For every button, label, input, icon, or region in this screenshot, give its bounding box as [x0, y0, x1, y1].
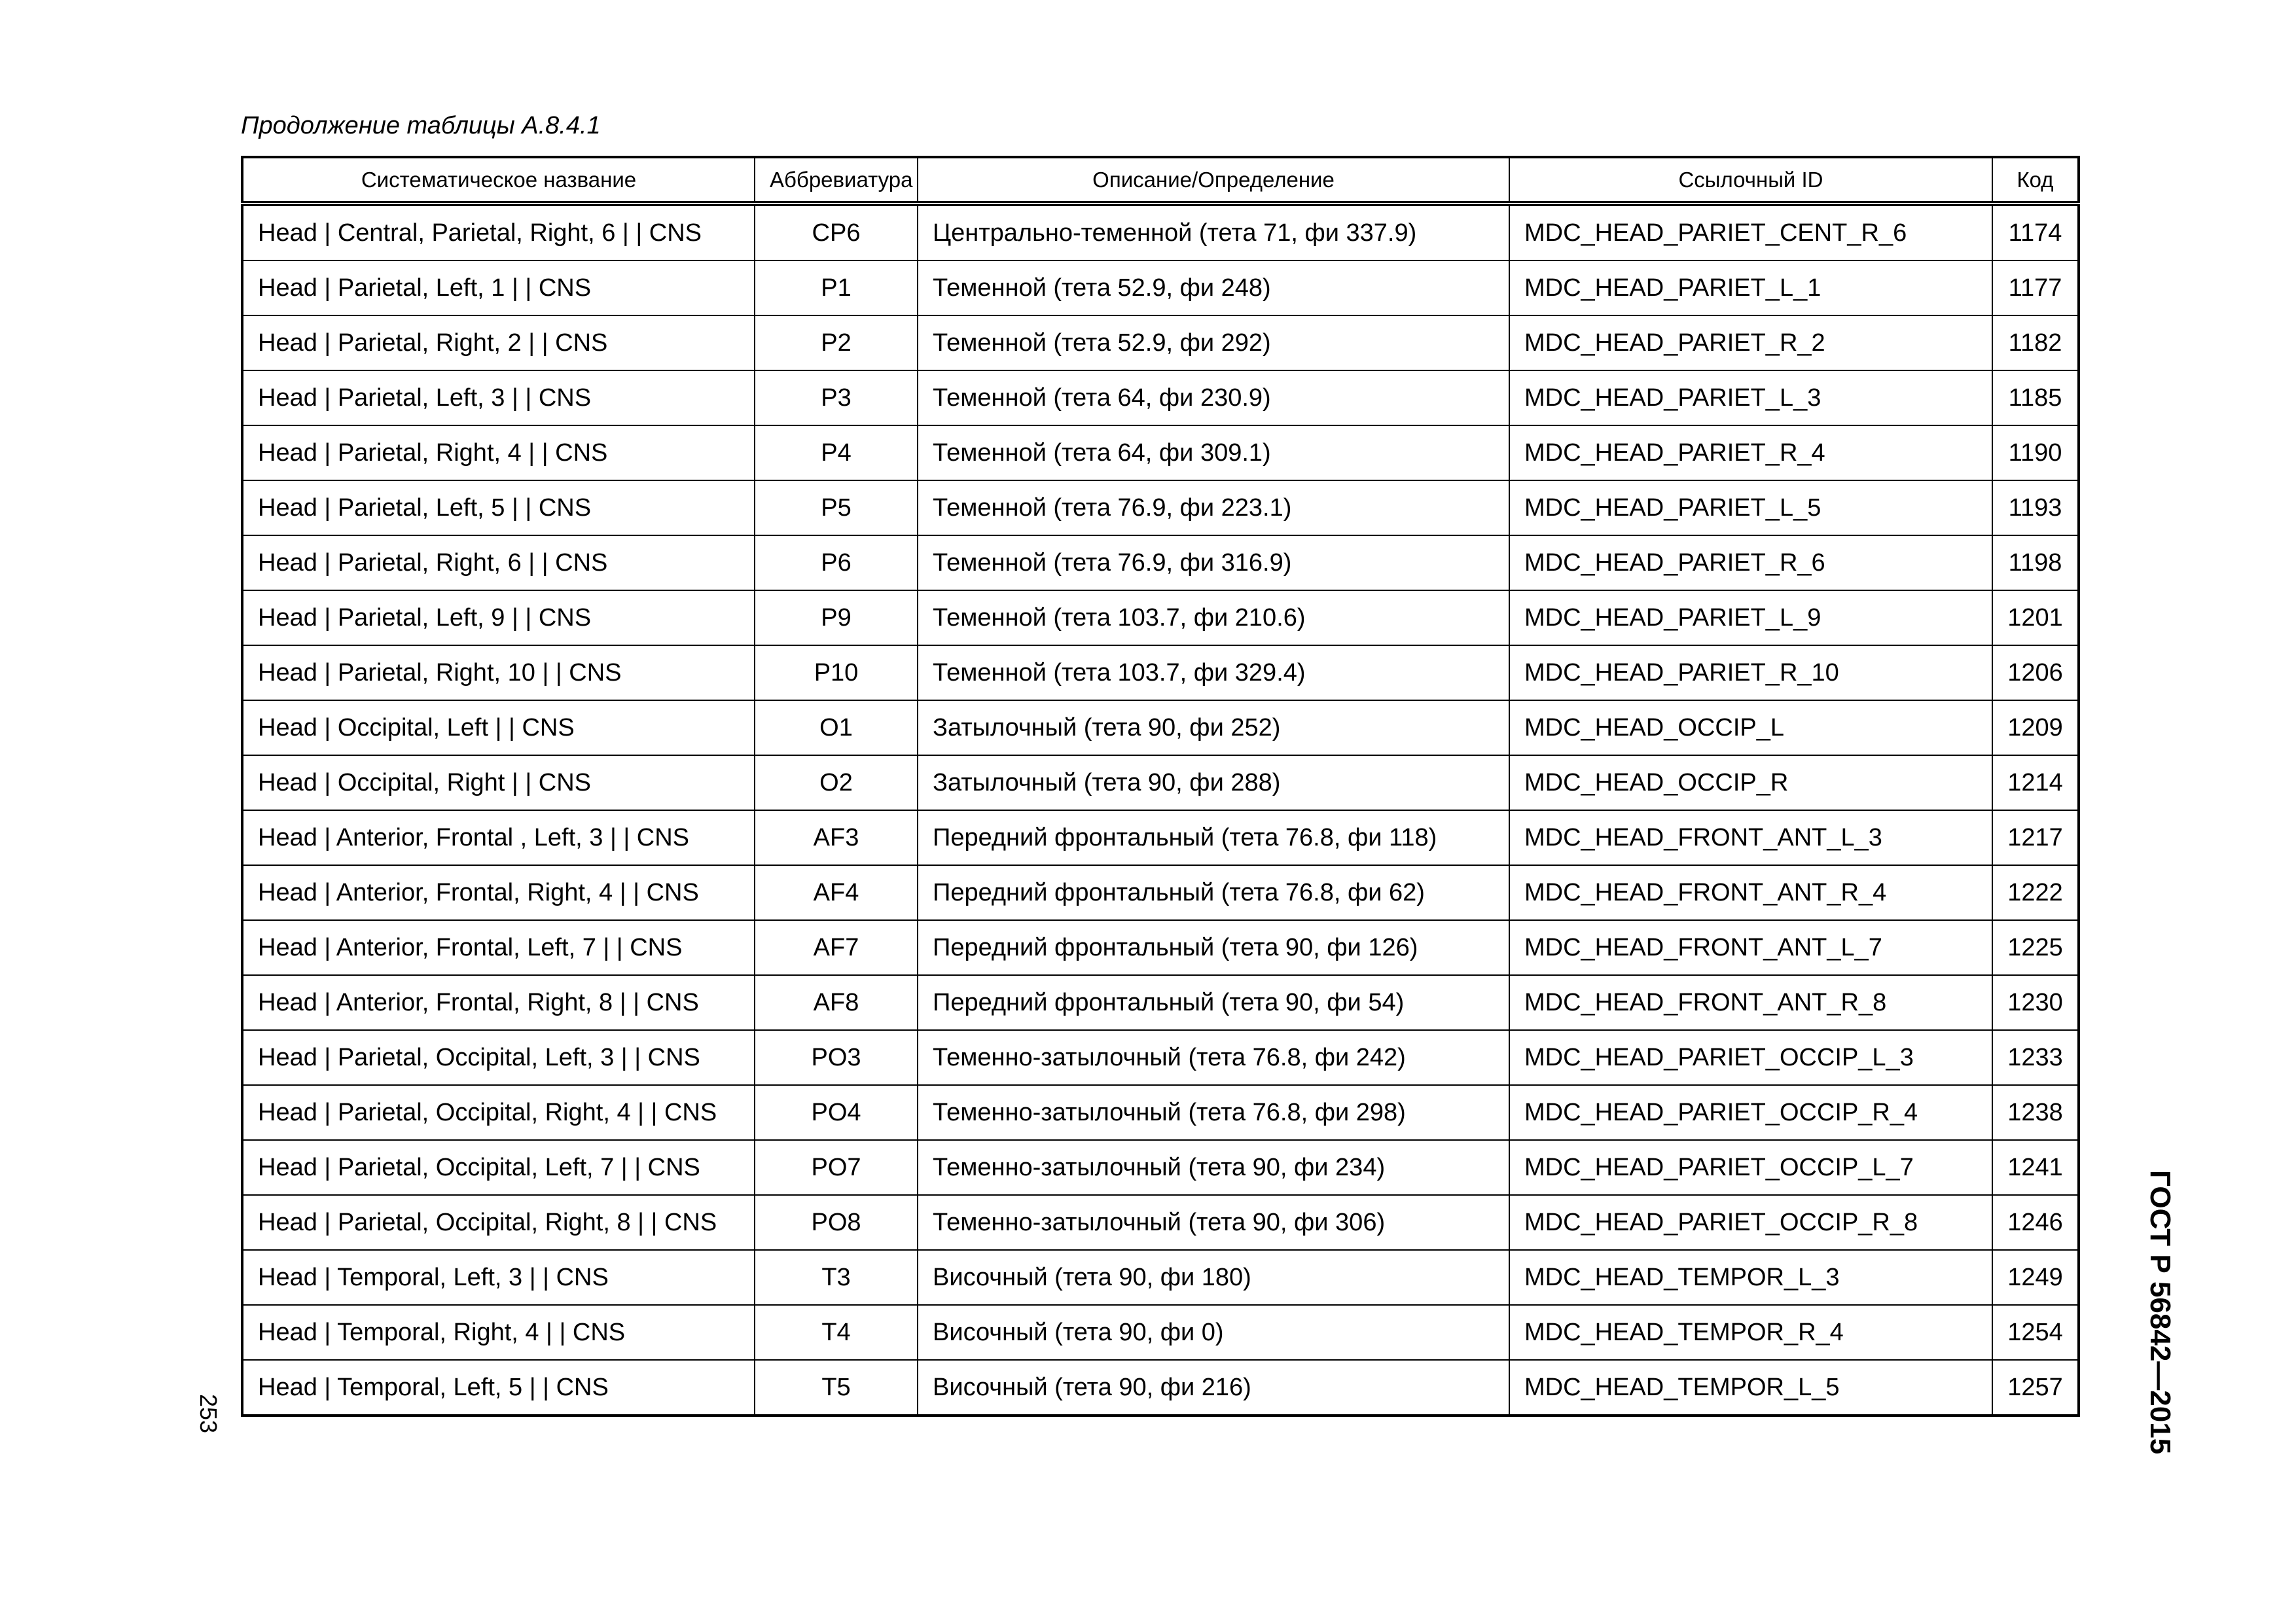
cell-code: 1249: [1992, 1250, 2079, 1305]
cell-code: 1233: [1992, 1030, 2079, 1085]
cell-code: 1254: [1992, 1305, 2079, 1360]
cell-description: Передний фронтальный (тета 76.8, фи 62): [918, 865, 1509, 920]
header-reference-id: Ссылочный ID: [1509, 157, 1992, 204]
page-number: 253: [195, 1394, 222, 1434]
cell-systematic-name: Head | Parietal, Right, 4 | | CNS: [242, 425, 755, 480]
cell-abbreviation: AF4: [755, 865, 918, 920]
table-header: [242, 157, 2079, 204]
cell-systematic-name: Head | Parietal, Right, 2 | | CNS: [242, 315, 755, 370]
table-row: [242, 1250, 2079, 1305]
table-row: [242, 590, 2079, 645]
header-abbreviation: Аббревиатура: [755, 157, 918, 204]
cell-code: 1222: [1992, 865, 2079, 920]
cell-code: 1225: [1992, 920, 2079, 975]
cell-description: Теменно-затылочный (тета 76.8, фи 242): [918, 1030, 1509, 1085]
cell-abbreviation: CP6: [755, 204, 918, 260]
cell-code: 1209: [1992, 700, 2079, 755]
cell-systematic-name: Head | Anterior, Frontal, Right, 8 | | CNS: [242, 975, 755, 1030]
cell-reference-id: MDC_HEAD_FRONT_ANT_L_7: [1509, 920, 1992, 975]
cell-description: Центрально-теменной (тета 71, фи 337.9): [918, 204, 1509, 260]
cell-abbreviation: P4: [755, 425, 918, 480]
cell-abbreviation: PO3: [755, 1030, 918, 1085]
cell-description: Височный (тета 90, фи 0): [918, 1305, 1509, 1360]
cell-systematic-name: Head | Parietal, Occipital, Left, 3 | | CNS: [242, 1030, 755, 1085]
table-row: [242, 315, 2079, 370]
table-row: [242, 755, 2079, 810]
cell-description: Теменной (тета 76.9, фи 316.9): [918, 535, 1509, 590]
cell-description: Теменной (тета 103.7, фи 329.4): [918, 645, 1509, 700]
cell-reference-id: MDC_HEAD_PARIET_OCCIP_L_7: [1509, 1140, 1992, 1195]
table-row: [242, 1305, 2079, 1360]
cell-reference-id: MDC_HEAD_FRONT_ANT_R_4: [1509, 865, 1992, 920]
cell-code: 1241: [1992, 1140, 2079, 1195]
header-description: Описание/Определение: [918, 157, 1509, 204]
cell-code: 1230: [1992, 975, 2079, 1030]
cell-abbreviation: P3: [755, 370, 918, 425]
cell-reference-id: MDC_HEAD_TEMPOR_R_4: [1509, 1305, 1992, 1360]
cell-systematic-name: Head | Parietal, Right, 6 | | CNS: [242, 535, 755, 590]
cell-reference-id: MDC_HEAD_OCCIP_R: [1509, 755, 1992, 810]
cell-code: 1193: [1992, 480, 2079, 535]
table-row: [242, 1140, 2079, 1195]
cell-systematic-name: Head | Temporal, Right, 4 | | CNS: [242, 1305, 755, 1360]
document-code: ГОСТ Р 56842—2015: [2144, 1170, 2176, 1455]
cell-code: 1182: [1992, 315, 2079, 370]
cell-description: Передний фронтальный (тета 90, фи 126): [918, 920, 1509, 975]
cell-reference-id: MDC_HEAD_PARIET_R_2: [1509, 315, 1992, 370]
cell-systematic-name: Head | Temporal, Left, 5 | | CNS: [242, 1360, 755, 1416]
cell-abbreviation: O1: [755, 700, 918, 755]
cell-code: 1174: [1992, 204, 2079, 260]
cell-description: Передний фронтальный (тета 90, фи 54): [918, 975, 1509, 1030]
cell-systematic-name: Head | Parietal, Left, 9 | | CNS: [242, 590, 755, 645]
cell-code: 1217: [1992, 810, 2079, 865]
cell-systematic-name: Head | Occipital, Right | | CNS: [242, 755, 755, 810]
cell-description: Височный (тета 90, фи 216): [918, 1360, 1509, 1416]
cell-systematic-name: Head | Occipital, Left | | CNS: [242, 700, 755, 755]
cell-systematic-name: Head | Parietal, Right, 10 | | CNS: [242, 645, 755, 700]
cell-systematic-name: Head | Anterior, Frontal , Left, 3 | | CNS: [242, 810, 755, 865]
cell-description: Затылочный (тета 90, фи 288): [918, 755, 1509, 810]
cell-description: Теменно-затылочный (тета 90, фи 234): [918, 1140, 1509, 1195]
table-row: [242, 425, 2079, 480]
table-row: [242, 1030, 2079, 1085]
cell-reference-id: MDC_HEAD_TEMPOR_L_3: [1509, 1250, 1992, 1305]
cell-reference-id: MDC_HEAD_FRONT_ANT_L_3: [1509, 810, 1992, 865]
cell-description: Теменной (тета 76.9, фи 223.1): [918, 480, 1509, 535]
cell-reference-id: MDC_HEAD_OCCIP_L: [1509, 700, 1992, 755]
cell-description: Теменно-затылочный (тета 76.8, фи 298): [918, 1085, 1509, 1140]
cell-code: 1201: [1992, 590, 2079, 645]
cell-systematic-name: Head | Temporal, Left, 3 | | CNS: [242, 1250, 755, 1305]
cell-systematic-name: Head | Parietal, Left, 3 | | CNS: [242, 370, 755, 425]
table-row: [242, 1085, 2079, 1140]
cell-reference-id: MDC_HEAD_PARIET_L_3: [1509, 370, 1992, 425]
cell-code: 1246: [1992, 1195, 2079, 1250]
cell-code: 1206: [1992, 645, 2079, 700]
cell-abbreviation: P1: [755, 260, 918, 315]
cell-systematic-name: Head | Anterior, Frontal, Left, 7 | | CNS: [242, 920, 755, 975]
cell-description: Теменной (тета 64, фи 309.1): [918, 425, 1509, 480]
cell-systematic-name: Head | Parietal, Occipital, Right, 8 | | CNS: [242, 1195, 755, 1250]
data-table: [241, 156, 2080, 1417]
table-row: [242, 865, 2079, 920]
cell-reference-id: MDC_HEAD_PARIET_L_9: [1509, 590, 1992, 645]
header-systematic-name: Систематическое название: [242, 157, 755, 204]
table-row: [242, 370, 2079, 425]
table-row: [242, 535, 2079, 590]
table-row: [242, 1195, 2079, 1250]
table-row: [242, 645, 2079, 700]
header-code: Код: [1992, 157, 2079, 204]
cell-reference-id: MDC_HEAD_PARIET_OCCIP_R_4: [1509, 1085, 1992, 1140]
cell-reference-id: MDC_HEAD_TEMPOR_L_5: [1509, 1360, 1992, 1416]
cell-code: 1214: [1992, 755, 2079, 810]
cell-code: 1190: [1992, 425, 2079, 480]
cell-code: 1177: [1992, 260, 2079, 315]
cell-reference-id: MDC_HEAD_PARIET_CENT_R_6: [1509, 204, 1992, 260]
cell-reference-id: MDC_HEAD_PARIET_L_5: [1509, 480, 1992, 535]
cell-description: Теменной (тета 52.9, фи 248): [918, 260, 1509, 315]
cell-systematic-name: Head | Parietal, Left, 5 | | CNS: [242, 480, 755, 535]
cell-description: Височный (тета 90, фи 180): [918, 1250, 1509, 1305]
cell-abbreviation: T5: [755, 1360, 918, 1416]
cell-reference-id: MDC_HEAD_PARIET_L_1: [1509, 260, 1992, 315]
cell-description: Теменной (тета 103.7, фи 210.6): [918, 590, 1509, 645]
cell-abbreviation: PO4: [755, 1085, 918, 1140]
cell-code: 1185: [1992, 370, 2079, 425]
cell-code: 1257: [1992, 1360, 2079, 1416]
cell-abbreviation: AF8: [755, 975, 918, 1030]
table-row: [242, 204, 2079, 260]
cell-systematic-name: Head | Parietal, Occipital, Right, 4 | | CNS: [242, 1085, 755, 1140]
cell-description: Затылочный (тета 90, фи 252): [918, 700, 1509, 755]
cell-abbreviation: O2: [755, 755, 918, 810]
table-body: [242, 204, 2079, 1416]
cell-abbreviation: P9: [755, 590, 918, 645]
cell-abbreviation: AF3: [755, 810, 918, 865]
cell-reference-id: MDC_HEAD_FRONT_ANT_R_8: [1509, 975, 1992, 1030]
cell-systematic-name: Head | Parietal, Occipital, Left, 7 | | CNS: [242, 1140, 755, 1195]
cell-abbreviation: P2: [755, 315, 918, 370]
header-row: [242, 157, 2079, 204]
cell-description: Передний фронтальный (тета 76.8, фи 118): [918, 810, 1509, 865]
cell-abbreviation: T3: [755, 1250, 918, 1305]
table-caption: Продолжение таблицы А.8.4.1: [241, 112, 601, 139]
cell-reference-id: MDC_HEAD_PARIET_OCCIP_R_8: [1509, 1195, 1992, 1250]
cell-description: Теменной (тета 52.9, фи 292): [918, 315, 1509, 370]
cell-code: 1198: [1992, 535, 2079, 590]
table-row: [242, 480, 2079, 535]
cell-code: 1238: [1992, 1085, 2079, 1140]
cell-reference-id: MDC_HEAD_PARIET_R_6: [1509, 535, 1992, 590]
cell-reference-id: MDC_HEAD_PARIET_R_10: [1509, 645, 1992, 700]
cell-description: Теменно-затылочный (тета 90, фи 306): [918, 1195, 1509, 1250]
table-row: [242, 700, 2079, 755]
cell-abbreviation: PO7: [755, 1140, 918, 1195]
table-row: [242, 810, 2079, 865]
cell-abbreviation: P6: [755, 535, 918, 590]
cell-abbreviation: P10: [755, 645, 918, 700]
cell-abbreviation: PO8: [755, 1195, 918, 1250]
cell-description: Теменной (тета 64, фи 230.9): [918, 370, 1509, 425]
table-row: [242, 1360, 2079, 1416]
cell-systematic-name: Head | Parietal, Left, 1 | | CNS: [242, 260, 755, 315]
cell-systematic-name: Head | Central, Parietal, Right, 6 | | CNS: [242, 204, 755, 260]
cell-reference-id: MDC_HEAD_PARIET_OCCIP_L_3: [1509, 1030, 1992, 1085]
cell-abbreviation: P5: [755, 480, 918, 535]
cell-abbreviation: AF7: [755, 920, 918, 975]
table-row: [242, 975, 2079, 1030]
cell-abbreviation: T4: [755, 1305, 918, 1360]
cell-reference-id: MDC_HEAD_PARIET_R_4: [1509, 425, 1992, 480]
table-row: [242, 260, 2079, 315]
table-row: [242, 920, 2079, 975]
cell-systematic-name: Head | Anterior, Frontal, Right, 4 | | CNS: [242, 865, 755, 920]
